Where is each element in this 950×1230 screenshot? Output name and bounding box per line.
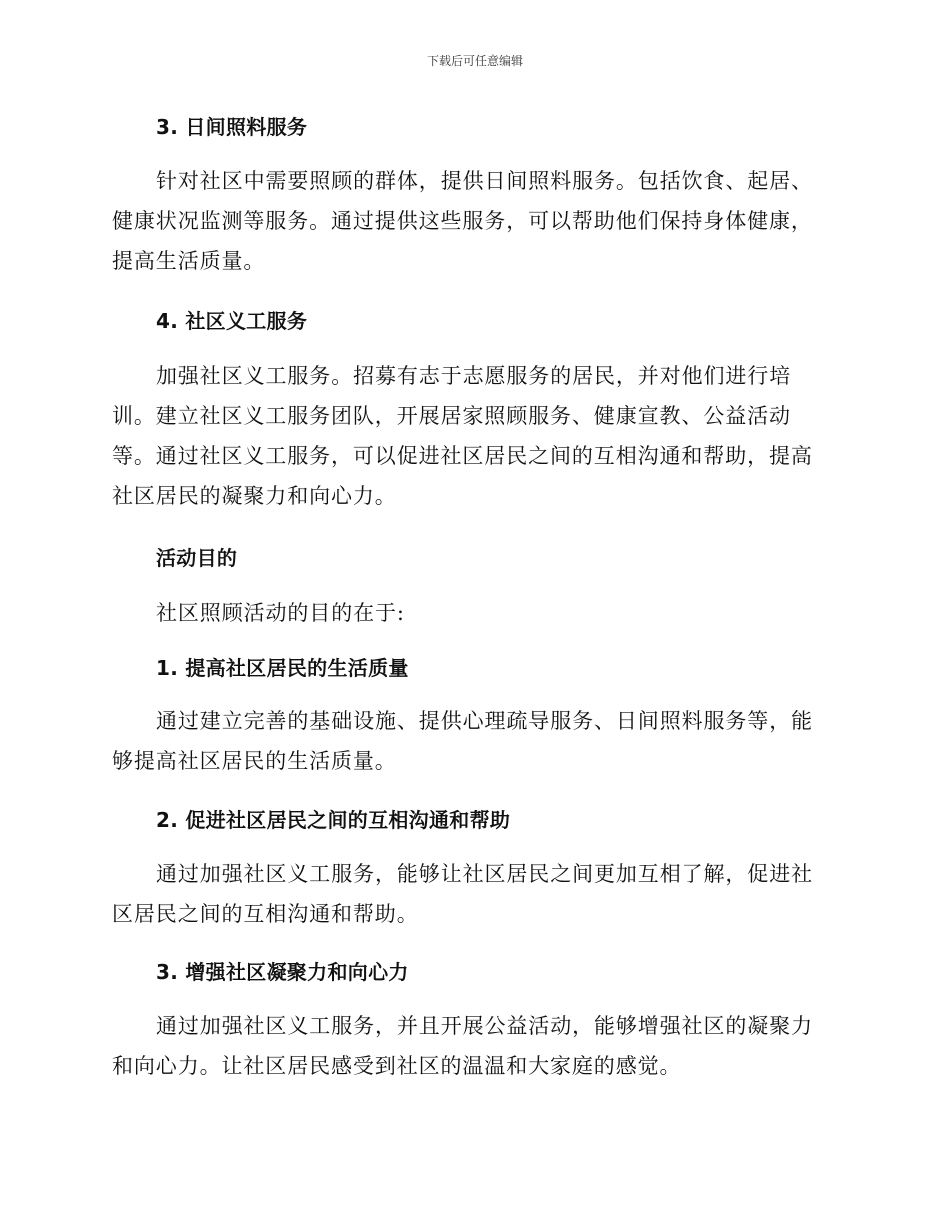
section-heading-goal-3: 3. 增强社区凝聚力和向心力: [156, 960, 409, 984]
paragraph-purpose-intro: 社区照顾活动的目的在于:: [156, 601, 405, 625]
paragraph-volunteer: 加强社区义工服务。招募有志于志愿服务的居民，并对他们进行培训。建立社区义工服务团队，开展居家照顾服务、健康宣教、公益活动等。通过社区义工服务，可以促进社区居民之间的互相沟通和帮助，提高社区居民的凝聚力和向心力。: [112, 364, 813, 508]
section-heading-goal-2: 2. 促进社区居民之间的互相沟通和帮助: [156, 808, 511, 832]
paragraph-goal-1: 通过建立完善的基础设施、提供心理疏导服务、日间照料服务等，能够提高社区居民的生活质量。: [112, 709, 813, 773]
section-heading-purpose: 活动目的: [156, 546, 238, 570]
paragraph-goal-2: 通过加强社区义工服务，能够让社区居民之间更加互相了解，促进社区居民之间的互相沟通和帮助。: [112, 862, 813, 926]
paragraph-goal-3: 通过加强社区义工服务，并且开展公益活动，能够增强社区的凝聚力和向心力。让社区居民感受到社区的温温和大家庭的感觉。: [112, 1014, 813, 1078]
page-header: 下载后可任意编辑: [426, 54, 523, 68]
section-heading-daycare: 3. 日间照料服务: [156, 115, 308, 139]
section-heading-volunteer: 4. 社区义工服务: [156, 309, 308, 333]
paragraph-daycare: 针对社区中需要照顾的群体，提供日间照料服务。包括饮食、起居、健康状况监测等服务。通过提供这些服务，可以帮助他们保持身体健康，提高生活质量。: [112, 169, 813, 273]
section-heading-goal-1: 1. 提高社区居民的生活质量: [156, 656, 409, 680]
